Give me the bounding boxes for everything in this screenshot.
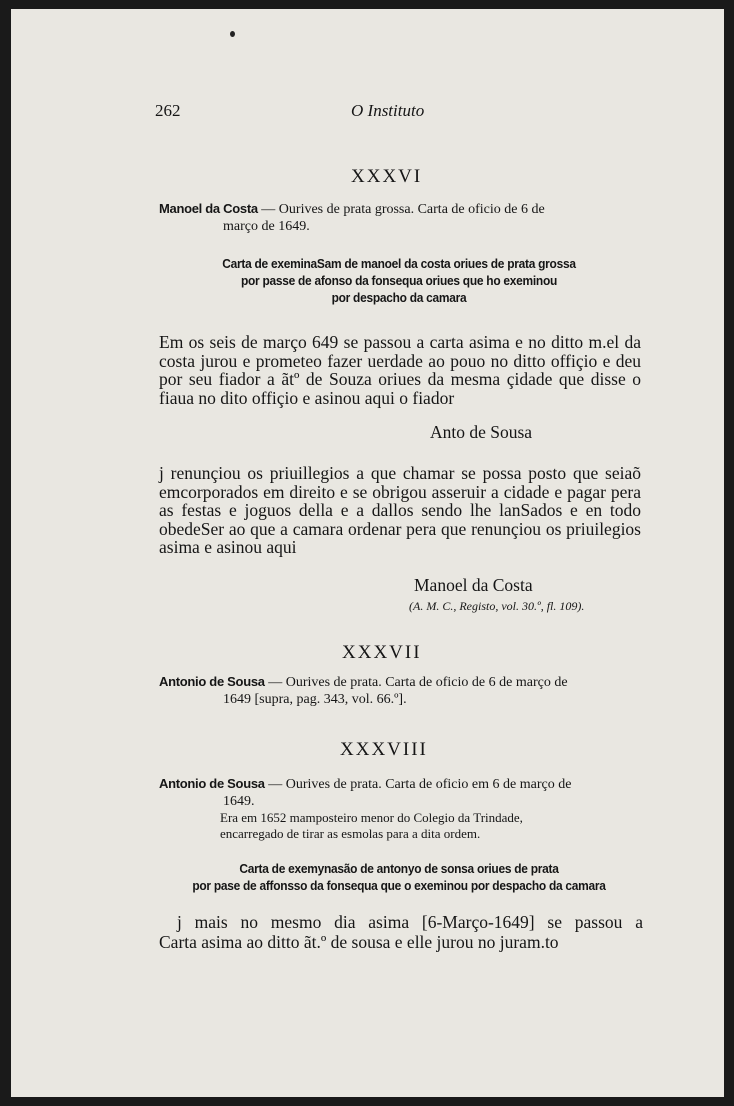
entry-line [159,673,639,708]
entry-name: Manoel da Costa [159,201,258,216]
note-line: encarregado de tirar as esmolas para a dita ordem. [220,826,481,841]
note-line: Era em 1652 mamposteiro menor do Colegio da Trindade, [220,810,523,825]
section-numeral: XXXVI [351,166,423,187]
heading-line: Carta de exemynasão de antonyo de sonsa oriues de prata [239,861,559,876]
heading-line: por despacho da camara [331,290,467,305]
ink-spot [230,31,235,37]
entry-text-continuation: 1649 [supra, pag. 343, vol. 66.º]. [223,692,407,707]
entry-line [159,775,639,810]
paragraph: Em os seis de março 649 se passou a carta asima e no ditto m.el da costa jurou e prometeo fazer uerdade ao pouo no ditto offiçio e deu por seu fiador a ãtº de Souza oriues da mesma çidade que disse o fiaua no dito offiçio e asinou aqui o fiador [159,332,641,408]
editor-note [220,810,523,842]
paragraph-line: Carta asima ao ditto ãt.º de sousa e elle jurou no juram.to [159,932,559,952]
heading-line: por passe de afonso da fonsequa oriues que ho exeminou [240,273,558,288]
running-title: O Instituto [351,101,425,120]
document-heading [178,255,620,306]
archive-reference: (A. M. C., Registo, vol. 30.º, fl. 109). [409,599,585,613]
paragraph-line: j mais no mesmo dia asima [6-Março-1649] se passou a [177,912,643,932]
paragraph: j renunçiou os priuillegios a que chamar se possa posto que seiaõ emcorporados em direito e se obrigou asseruir a cidade e pagar pera as festas e joguos della e a dallos sendo lhe lanSados e en todo obedeSer ao que a camara ordenar pera que renunçiou os priuilegios asima e asinou aqui [159,463,641,557]
entry-text: — Ourives de prata grossa. Carta de oficio de 6 de [257,202,545,217]
signature: Anto de Sousa [430,422,533,442]
book-page [11,9,724,1097]
entry-text-continuation: março de 1649. [223,219,310,234]
page-number: 262 [155,101,181,120]
section-numeral: XXXVIII [340,739,428,760]
entry-line [159,200,639,235]
entry-name: Antonio de Sousa [159,776,265,791]
entry-text: — Ourives de prata. Carta de oficio em 6 de março de [264,777,572,792]
section-numeral: XXXVII [342,642,422,663]
entry-name: Antonio de Sousa [159,674,265,689]
signature: Manoel da Costa [414,575,533,595]
heading-line: Carta de exeminaSam de manoel da costa oriues de prata grossa [222,256,576,271]
heading-line: por pase de affonsso da fonsequa que o exeminou por despacho da camara [192,878,606,893]
entry-text-continuation: 1649. [223,794,255,809]
entry-text: — Ourives de prata. Carta de oficio de 6 de março de [264,675,568,690]
document-heading [178,860,620,894]
